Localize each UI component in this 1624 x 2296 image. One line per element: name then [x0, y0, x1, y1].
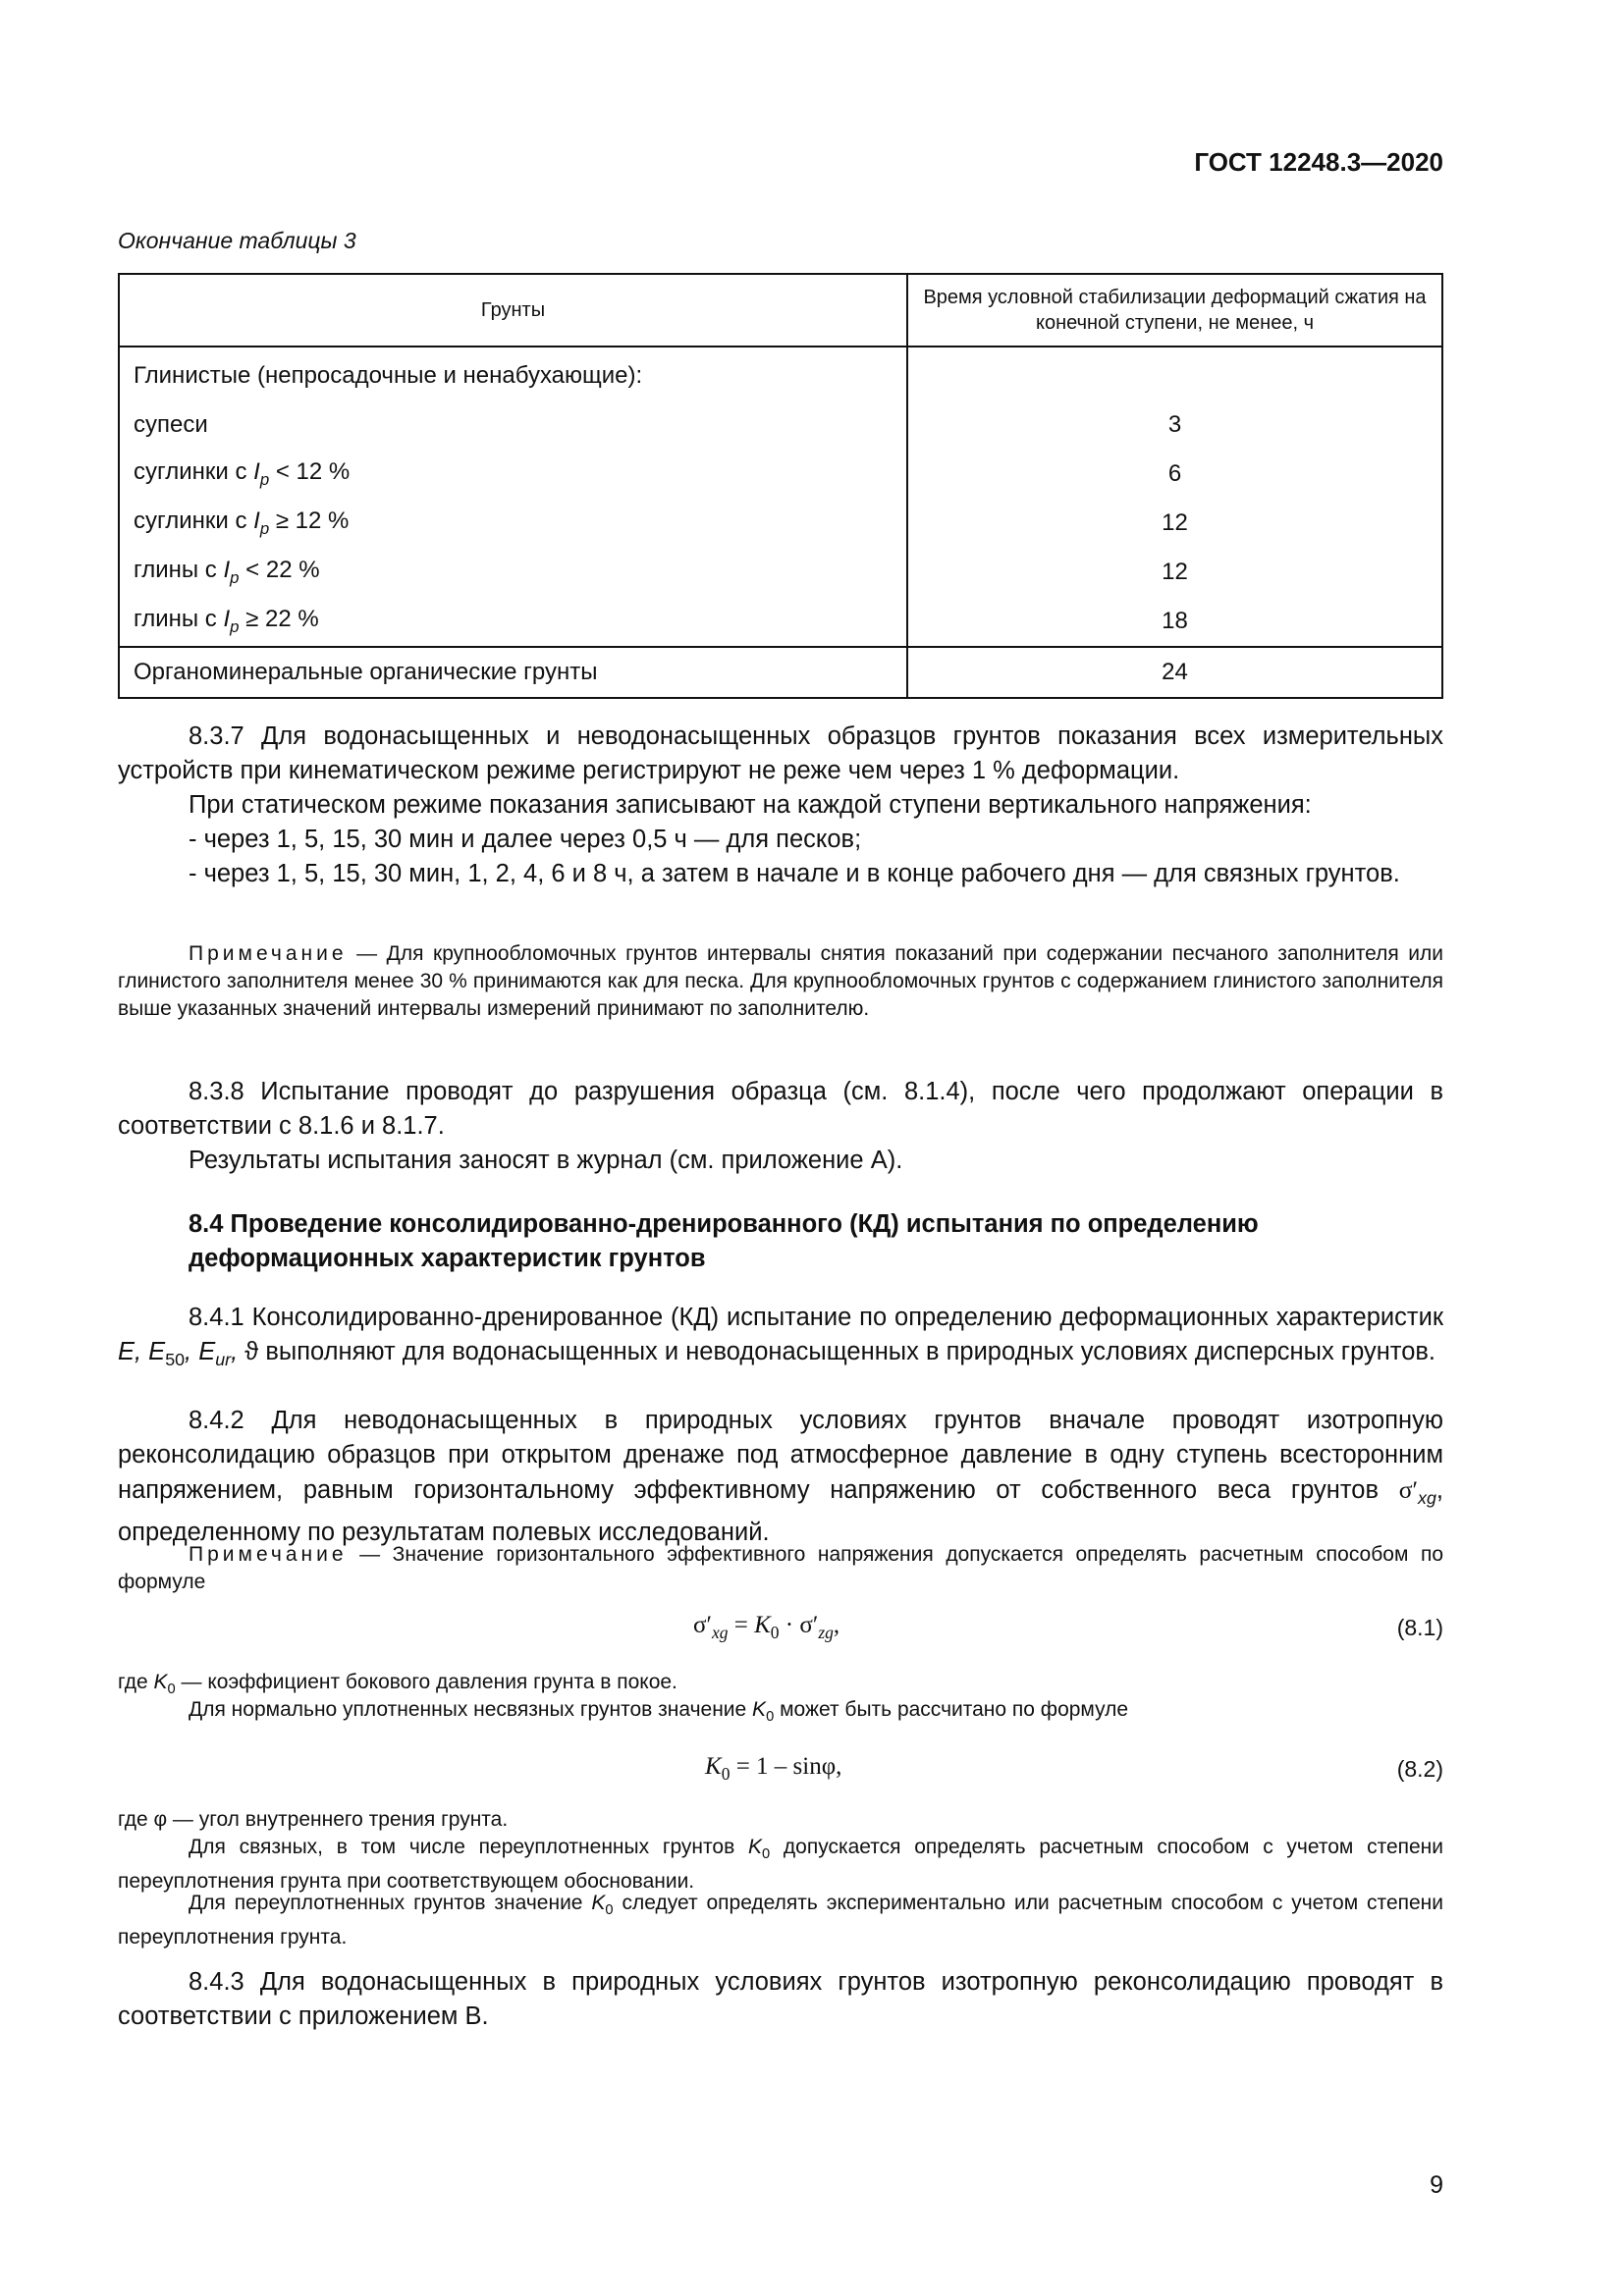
formula-8-1: $\sigma'_{xg} = K_0 \cdot \sigma'_{zg}$,: [693, 1612, 840, 1642]
table-caption: Окончание таблицы 3: [118, 228, 356, 253]
paragraph-8-4-1: 8.4.1 Консолидированно-дренированное (КД) испытание по определению деформационных характеристик E, $E_{50}$, $E_{ur}$, ϑ выполняют для водонасыщенных и неводонасыщенных в природных условиях дисперсных грунтов.: [118, 1304, 1443, 1370]
stabilization-table: [118, 273, 1443, 699]
table-row: [119, 347, 1442, 400]
section-heading-8-4: 8.4 Проведение консолидированно-дренированного (КД) испытания по определению деформационных характеристик грунтов: [189, 1210, 1259, 1272]
time-cell: 12: [907, 499, 1442, 548]
paragraph-8-4-3: 8.4.3 Для водонасыщенных в природных условиях грунтов изотропную реконсолидацию проводят в соответствии с приложением В.: [118, 1968, 1443, 2030]
where-k0: где $K_0$ — коэффициент бокового давления грунта в покое.: [118, 1671, 677, 1698]
table-row: [119, 499, 1442, 548]
formula-8-2: $K_0 = 1 - \sin\varphi$,: [705, 1753, 842, 1784]
paragraph-8-3-7: 8.3.7 Для водонасыщенных и неводонасыщенных образцов грунтов показания всех измерительных устройств при кинематическом режиме регистрируют не реже чем через 1 % деформации.: [118, 722, 1443, 784]
table-row: [119, 400, 1442, 450]
time-cell: [907, 347, 1442, 400]
soil-cell: глины с $I_p \ge 22$ %: [119, 597, 907, 647]
time-cell: 3: [907, 400, 1442, 450]
note-coarse-soils: Примечание — Для крупнообломочных грунтов интервалы снятия показаний при содержании песчаного заполнителя или глинистого заполнителя менее 30 % принимаются как для песка. Для крупнообломочных грунтов с содержанием глинистого заполнителя выше указанных значений интервалы измерений принимают по заполнителю.: [118, 942, 1443, 1020]
time-cell: 24: [907, 647, 1442, 698]
paragraph-results: Результаты испытания заносят в журнал (см. приложение А).: [189, 1147, 903, 1174]
soil-cell: глины с $I_p < 22$ %: [119, 548, 907, 597]
soil-cell: Органоминеральные органические грунты: [119, 647, 907, 698]
time-cell: 6: [907, 450, 1442, 499]
paragraph-8-4-2: 8.4.2 Для неводонасыщенных в природных условиях грунтов вначале проводят изотропную реконсолидацию образцов при открытом дренаже под атмосферное давление в одну ступень всесторонним напряжением, равным горизонтальному эффективному напряжению от собственного веса грунтов $\sigma'_{xg}$, определенному по результатам полевых исследований.: [118, 1407, 1443, 1547]
overconsolidated-text: Для переуплотненных грунтов значение $K_0$ следует определять экспериментально или расчетным способом с учетом степени переуплотнения грунта.: [118, 1892, 1443, 1949]
document-code: ГОСТ 12248.3—2020: [1194, 147, 1443, 177]
cohesive-soils-text: Для связных, в том числе переуплотненных грунтов $K_0$ допускается определять расчетным способом с учетом степени переуплотнения грунта при соответствующем обосновании.: [118, 1836, 1444, 1894]
table-row: [119, 548, 1442, 597]
soil-cell: суглинки с $I_p < 12$ %: [119, 450, 907, 499]
table-row: [119, 647, 1442, 698]
time-cell: 18: [907, 597, 1442, 647]
paragraph-static-mode: При статическом режиме показания записывают на каждой ступени вертикального напряжения:: [189, 791, 1312, 819]
table-row: [119, 597, 1442, 647]
where-phi: где φ — угол внутреннего трения грунта.: [118, 1808, 509, 1831]
column-header-soils: Грунты: [119, 274, 907, 347]
table-header-row: [119, 274, 1442, 347]
formula-number-8-1: (8.1): [1396, 1615, 1443, 1640]
soil-cell: суглинки с $I_p \ge 12$ %: [119, 499, 907, 548]
note-horizontal-stress: Примечание — Значение горизонтального эффективного напряжения допускается определять расчетным способом по формуле: [118, 1543, 1443, 1593]
page-number: 9: [1430, 2171, 1443, 2199]
paragraph-8-3-8: 8.3.8 Испытание проводят до разрушения образца (см. 8.1.4), после чего продолжают операции в соответствии с 8.1.6 и 8.1.7.: [118, 1078, 1443, 1140]
soil-cell: супеси: [119, 400, 907, 450]
list-item: - через 1, 5, 15, 30 мин, 1, 2, 4, 6 и 8 ч, а затем в начале и в конце рабочего дня — для связных грунтов.: [189, 860, 1400, 887]
plasticity-index-symbol: I: [253, 458, 260, 486]
k0-calc-text: Для нормально уплотненных несвязных грунтов значение $K_0$ может быть рассчитано по формуле: [189, 1698, 1129, 1726]
table-row: [119, 450, 1442, 499]
time-cell: 12: [907, 548, 1442, 597]
formula-number-8-2: (8.2): [1396, 1756, 1443, 1782]
column-header-time: Время условной стабилизации деформаций сжатия на конечной ступени, не менее, ч: [907, 274, 1442, 347]
soil-cell: Глинистые (непросадочные и ненабухающие):: [119, 347, 907, 400]
list-item: - через 1, 5, 15, 30 мин и далее через 0,5 ч — для песков;: [189, 826, 862, 853]
